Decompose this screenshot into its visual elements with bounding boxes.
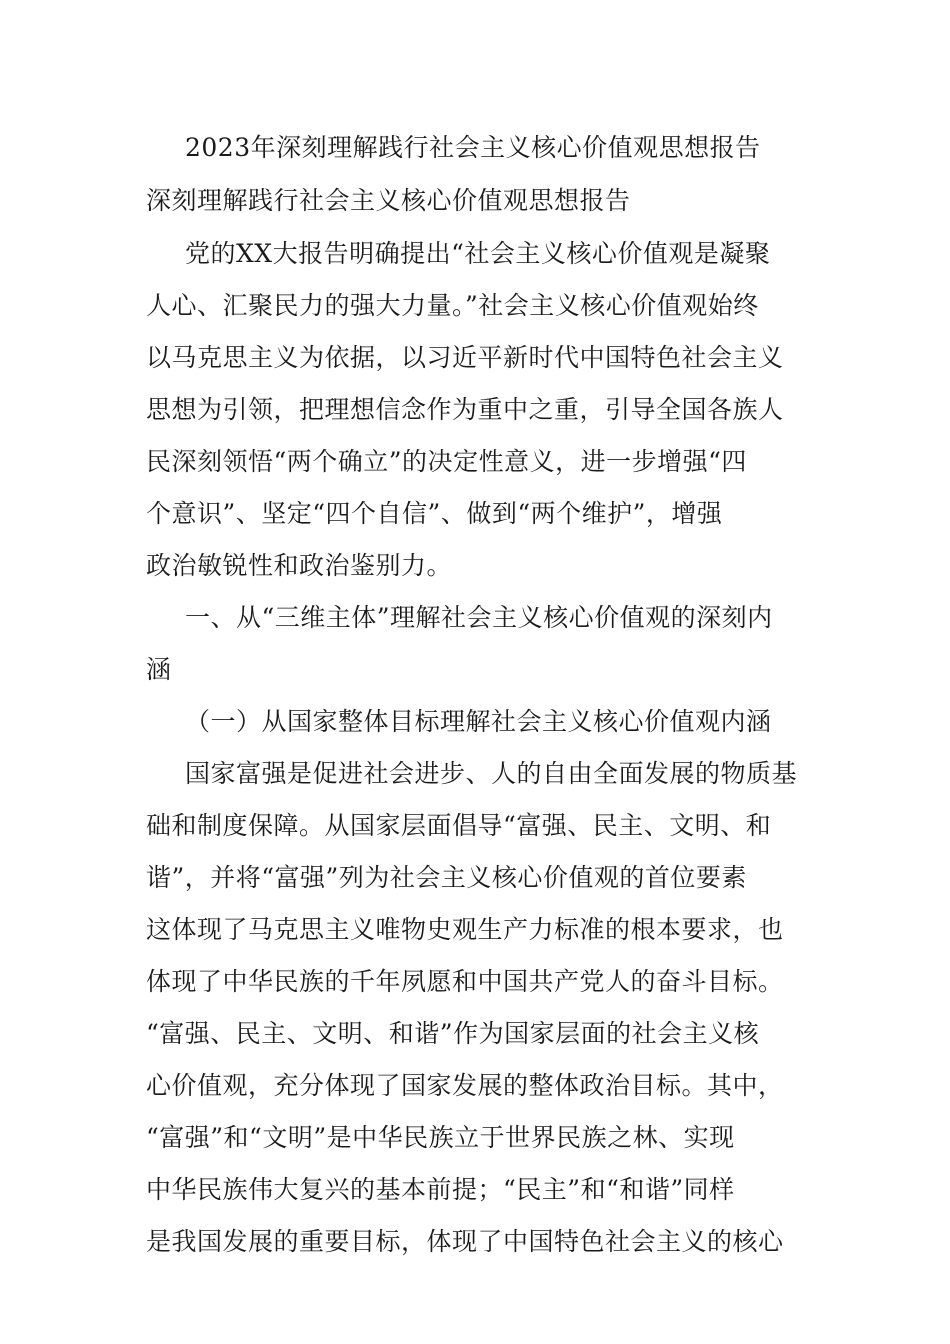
paragraph-2-line-4: 这体现了马克思主义唯物史观生产力标准的根本要求，也	[146, 915, 784, 944]
document-title: 2023年深刻理解践行社会主义核心价值观思想报告	[185, 133, 761, 162]
subsection-heading: （一）从国家整体目标理解社会主义核心价值观内涵	[185, 707, 772, 736]
paragraph-1-line-3: 以马克思主义为依据，以习近平新时代中国特色社会主义	[146, 343, 784, 372]
section-heading-line-1: 一、从“三维主体”理解社会主义核心价值观的深刻内	[185, 603, 773, 632]
paragraph-2-line-2: 础和制度保障。从国家层面倡导“富强、民主、文明、和	[146, 811, 772, 840]
section-heading-line-2: 涵	[146, 655, 172, 684]
paragraph-1-line-2: 人心、汇聚民力的强大力量。”社会主义核心价值观始终	[146, 291, 759, 320]
paragraph-2-line-9: 中华民族伟大复兴的基本前提；“民主”和“和谐”同样	[146, 1175, 735, 1204]
paragraph-1-line-1: 党的XX大报告明确提出“社会主义核心价值观是凝聚	[185, 239, 771, 268]
paragraph-2-line-6: “富强、民主、文明、和谐”作为国家层面的社会主义核	[146, 1019, 760, 1048]
paragraph-2-line-3: 谐”，并将“富强”列为社会主义核心价值观的首位要素	[146, 863, 747, 892]
document-subtitle: 深刻理解践行社会主义核心价值观思想报告	[146, 186, 631, 215]
paragraph-2-line-7: 心价值观，充分体现了国家发展的整体政治目标。其中，	[146, 1071, 784, 1100]
paragraph-2-line-8: “富强”和“文明”是中华民族立于世界民族之林、实现	[146, 1123, 735, 1152]
paragraph-2-line-1: 国家富强是促进社会进步、人的自由全面发展的物质基	[185, 759, 798, 788]
paragraph-2-line-10: 是我国发展的重要目标，体现了中国特色社会主义的核心	[146, 1227, 784, 1256]
paragraph-2-line-5: 体现了中华民族的千年夙愿和中国共产党人的奋斗目标。	[146, 967, 784, 996]
paragraph-1-line-4: 思想为引领，把理想信念作为重中之重，引导全国各族人	[146, 395, 784, 424]
paragraph-1-line-6: 个意识”、坚定“四个自信”、做到“两个维护”，增强	[146, 499, 723, 528]
paragraph-1-line-5: 民深刻领悟“两个确立”的决定性意义，进一步增强“四	[146, 447, 747, 476]
paragraph-1-line-7: 政治敏锐性和政治鉴别力。	[146, 551, 453, 580]
